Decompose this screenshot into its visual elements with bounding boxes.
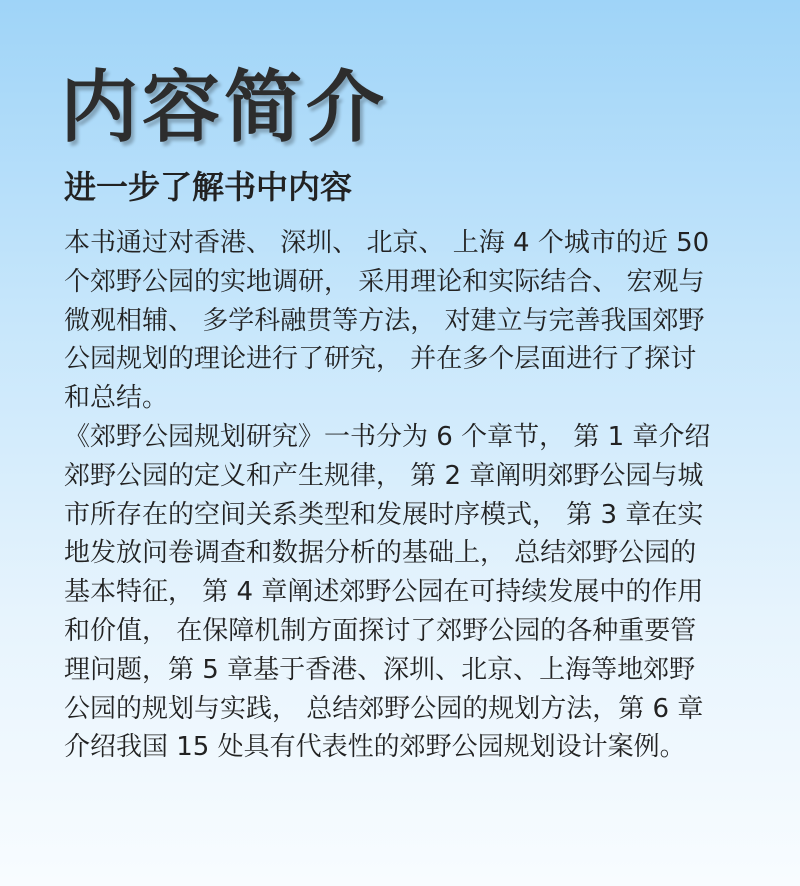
body-line: 郊野公园的定义和产生规律， 第 2 章阐明郊野公园与城: [64, 460, 704, 491]
body-line: 公园规划的理论进行了研究， 并在多个层面进行了探讨: [64, 344, 697, 375]
body-line: 公园的规划与实践， 总结郊野公园的规划方法，第 6 章: [64, 693, 704, 724]
intro-body: [64, 224, 740, 767]
body-line: 《郊野公园规划研究》一书分为 6 个章节， 第 1 章介绍: [64, 421, 711, 452]
body-line: 和总结。: [64, 383, 169, 414]
body-line: 个郊野公园的实地调研， 采用理论和实际结合、 宏观与: [64, 266, 705, 297]
body-line: 本书通过对香港、 深圳、 北京、 上海 4 个城市的近 50: [64, 228, 710, 258]
body-line: 基本特征， 第 4 章阐述郊野公园在可持续发展中的作用: [64, 577, 704, 608]
body-line: 市所存在的空间关系类型和发展时序模式， 第 3 章在实: [64, 499, 704, 530]
page-subtitle: 进一步了解书中内容: [64, 168, 353, 206]
body-line: 和价值， 在保障机制方面探讨了郊野公园的各种重要管: [64, 615, 697, 646]
body-line: 理问题，第 5 章基于香港、深圳、北京、上海等地郊野: [64, 654, 696, 685]
body-line: 微观相辅、 多学科融贯等方法， 对建立与完善我国郊野: [64, 305, 705, 336]
page-title: 内容简介: [60, 63, 389, 153]
body-line: 介绍我国 15 处具有代表性的郊野公园规划设计案例。: [64, 732, 686, 763]
body-line: 地发放问卷调查和数据分析的基础上， 总结郊野公园的: [64, 538, 697, 569]
